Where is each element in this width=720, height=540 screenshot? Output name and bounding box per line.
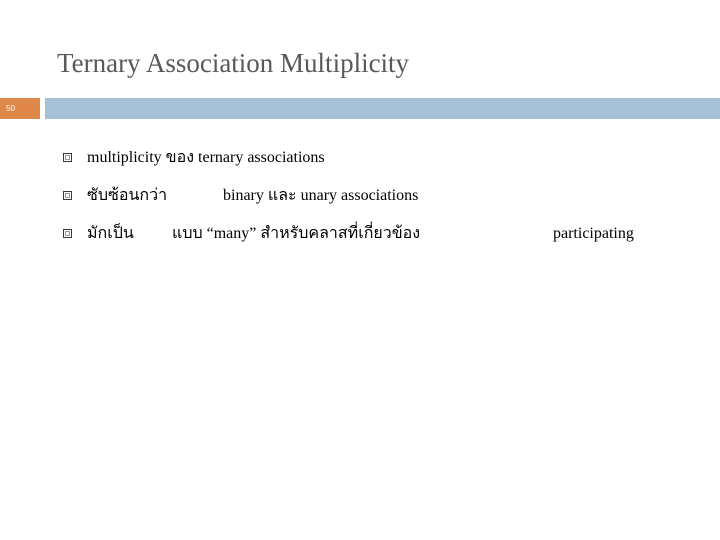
bullet-text: multiplicity ของ ternary associations	[87, 149, 325, 166]
bullet-item	[63, 224, 713, 262]
bullet-text: มักเป็น	[87, 225, 134, 242]
bullet-text: binary และ unary associations	[223, 187, 419, 204]
bullet-text: แบบ “many” สำหรับคลาสที่เกี่ยวข้อง	[172, 225, 421, 242]
square-bullet-icon	[63, 229, 72, 238]
bullet-list	[63, 148, 713, 262]
bullet-text: ซับซ้อนกว่า	[87, 187, 168, 204]
slide-number: 50	[6, 104, 15, 113]
slide-title: Ternary Association Multiplicity	[57, 48, 410, 78]
bullet-item	[63, 186, 713, 224]
accent-bar-right	[45, 98, 720, 119]
square-bullet-icon	[63, 191, 72, 200]
bullet-item	[63, 148, 713, 186]
bullet-text: participating	[553, 225, 634, 242]
square-bullet-icon	[63, 153, 72, 162]
